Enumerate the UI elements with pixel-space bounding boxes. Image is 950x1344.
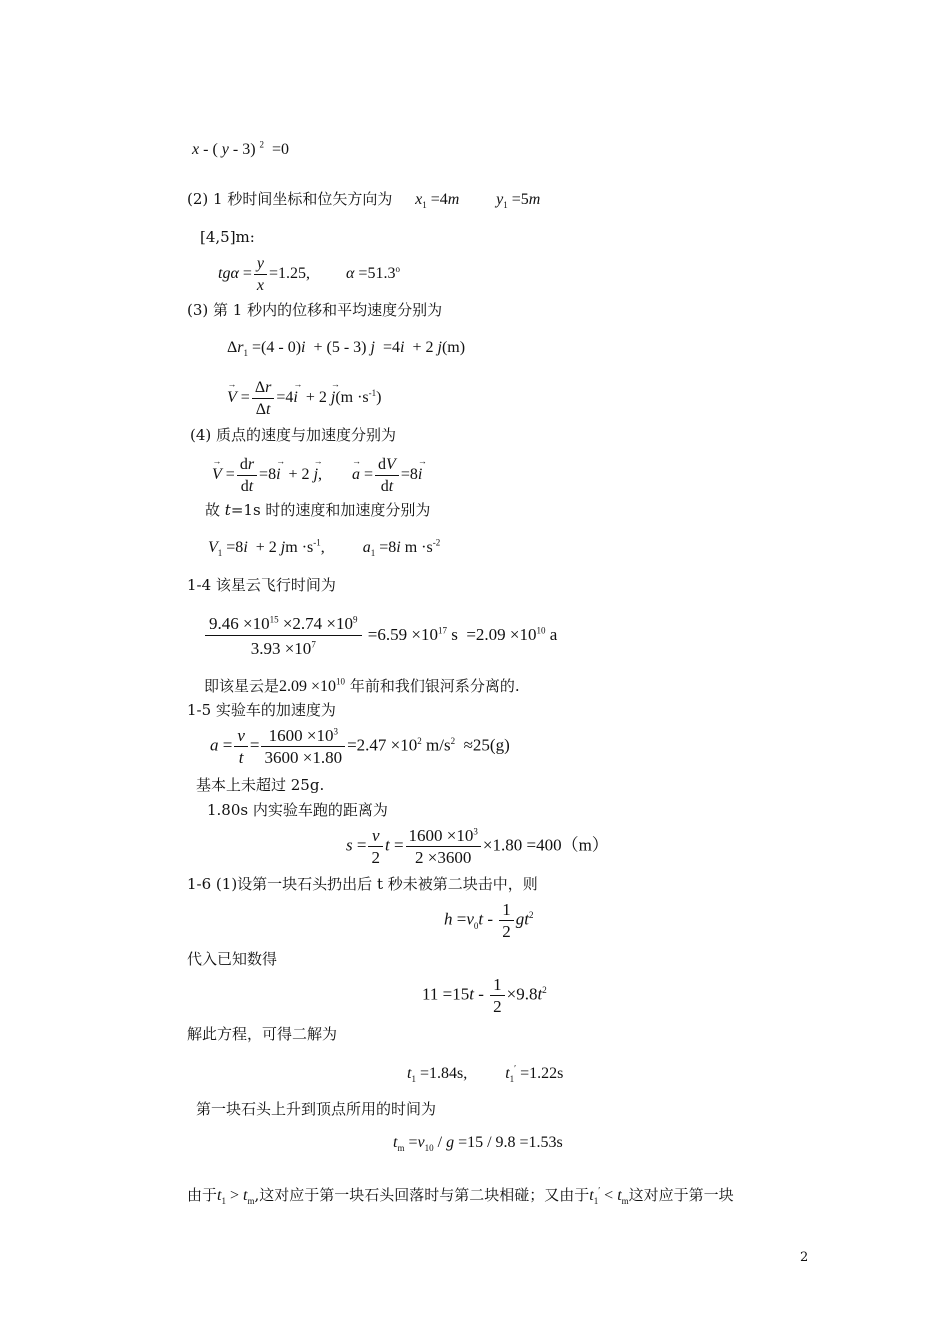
page-number: 2: [800, 1250, 809, 1265]
equation-average-velocity: → V = $\frac{\Delta r}{\Delta t}$ $=4\to i + 2 \to j(m \cdot s^{-1})$: [227, 378, 381, 419]
equation-nebula-time: $\frac{9.46 \times 10^{15} \times 2.74 \times 10^9}{3.93 \times 10^7}$ $=6.59 \times 10^{17}$ $s =2.09 \times 10^{10}$ a: [203, 614, 557, 658]
text-nebula-separation: 即该星云是$2.09 \times 10^{10}$ 年前和我们银河系分离的.: [204, 676, 520, 695]
equation-height: $h =v_0t$ - $\frac{1}{2}$ $gt^2$: [444, 900, 534, 941]
text-conclusion: 由于$t_1 > t_m$,这对应于第一块石头回落时与第二块相碰；又由于$t_1' < t_m$这对应于第一块: [187, 1185, 734, 1207]
equation-top-time: $t_m =v_{10} / g =15 / 9.8 =1.53s$: [393, 1134, 563, 1154]
text-problem-1-6: 1-6 (1)设第一块石头扔出后 t 秒未被第二块击中，则: [187, 875, 538, 893]
equation-substituted: 11 =15t - $\frac{1}{2}$ $\times 9.8t^2$: [422, 975, 547, 1016]
text-part-2: (2) 1 秒时间坐标和位矢方向为 $x_1 =4m$ $y_1 =5m$: [187, 190, 541, 211]
text-under-25g: 基本上未超过 25g.: [196, 776, 325, 794]
text-substitute: 代入已知数得: [187, 950, 278, 968]
equation-trajectory: x - ( y - 3) $^2$ =0: [192, 139, 290, 158]
equation-values-at-t1: $V_1 =8i + 2$ jm $\cdot s^{-1}$, $a_1 =8i$ $m \cdot s^{-2}$: [208, 537, 441, 559]
text-rise-time: 第一块石头上升到顶点所用的时间为: [196, 1100, 437, 1118]
text-position-vector: [4,5]m:: [200, 228, 255, 246]
text-at-t1: 故 t=1s 时的速度和加速度分别为: [205, 501, 431, 519]
equation-car-acceleration: a = $\frac{v}{t}$ = $\frac{1600 \times 10^3}{3600 \times 1.80}$ $=2.47 \times 10^2$ $m/s^2 \approx 25(g)$: [210, 726, 510, 767]
equation-displacement: $\Delta r_1 =(4 - 0)i + (5 - 3)$ j =4i + 2 j(m): [227, 339, 466, 359]
text-part-3: (3) 第 1 秒内的位移和平均速度分别为: [187, 301, 443, 319]
equation-car-distance: s = $\frac{v}{2}$ t = $\frac{1600 \times 10^3}{2 \times 3600}$ ×1.80 =400（m）: [346, 826, 609, 867]
text-distance-intro: 1.80s 内实验车跑的距离为: [207, 801, 388, 819]
text-two-solutions: 解此方程，可得二解为: [187, 1025, 338, 1043]
text-part-4: (4) 质点的速度与加速度分别为: [190, 426, 397, 444]
equation-velocity-acceleration: → V = $\frac{dr}{dt}$ =8→ i + 2 → j, → a = $\frac{dV}{dt}$ =8→ i: [212, 455, 422, 496]
equation-solutions: $t_1 =1.84s$, $t_1' =1.22s$: [407, 1063, 564, 1085]
text-problem-1-5: 1-5 实验车的加速度为: [187, 701, 336, 719]
equation-angle: tgα = $\frac{y}{x}$ =1.25, $\alpha =51.3^o$: [218, 255, 400, 294]
text-problem-1-4: 1-4 该星云飞行时间为: [187, 576, 336, 594]
